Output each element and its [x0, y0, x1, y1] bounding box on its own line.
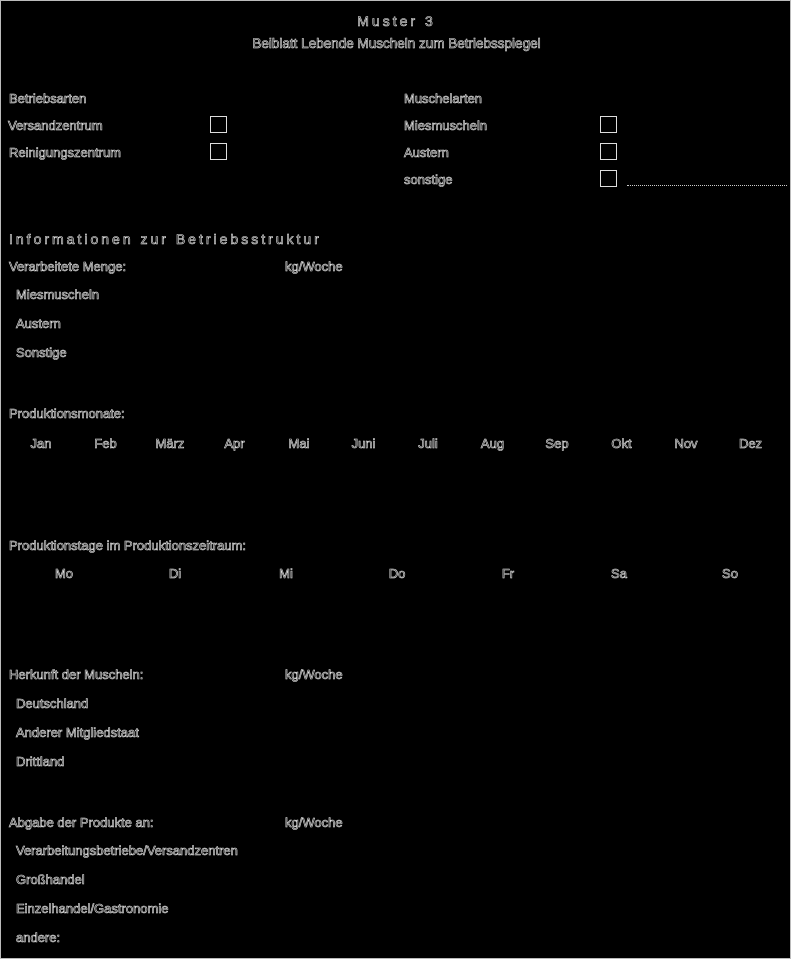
month-okt: Okt — [611, 436, 632, 451]
monate-label: Produktionsmonate: — [9, 406, 125, 421]
day-mi: Mi — [279, 566, 293, 581]
day-fr: Fr — [501, 566, 515, 581]
herkunft-label: Herkunft der Muscheln: — [9, 667, 144, 682]
form-subtitle: Beiblatt Lebende Muscheln zum Betriebsspiegel — [252, 36, 541, 51]
muschelarten-label: Muschelarten — [404, 91, 483, 106]
abgabe-verarbeitung: Verarbeitungsbetriebe/Versandzentren — [16, 843, 238, 858]
abgabe-label: Abgabe der Produkte an: — [9, 815, 154, 830]
day-do: Do — [388, 566, 406, 581]
month-juni: Juni — [351, 436, 376, 451]
abgabe-unit: kg/Woche — [285, 815, 343, 830]
herkunft-deutschland: Deutschland — [16, 696, 89, 711]
option-austern: Austern — [404, 145, 449, 160]
herkunft-mitgliedstaat: Anderer Mitgliedstaat — [16, 725, 139, 740]
menge-austern: Austern — [16, 316, 61, 331]
option-versandzentrum: Versandzentrum — [8, 118, 103, 133]
month-aug: Aug — [480, 436, 505, 451]
form-title: Muster 3 — [357, 13, 436, 29]
month-sep: Sep — [545, 436, 569, 451]
day-mo: Mo — [54, 566, 74, 581]
abgabe-einzelhandel: Einzelhandel/Gastronomie — [16, 901, 169, 916]
day-di: Di — [168, 566, 182, 581]
month-märz: März — [155, 436, 185, 451]
day-sa: Sa — [611, 566, 627, 581]
struktur-heading: Informationen zur Betriebsstruktur — [9, 231, 322, 247]
menge-miesmuscheln: Miesmuscheln — [16, 287, 100, 302]
menge-sonstige: Sonstige — [16, 345, 67, 360]
month-dez: Dez — [738, 436, 763, 451]
herkunft-drittland: Drittland — [16, 754, 65, 769]
month-feb: Feb — [94, 436, 117, 451]
abgabe-andere: andere: — [16, 930, 61, 945]
checkbox-miesmuscheln[interactable] — [600, 116, 617, 133]
option-sonstige: sonstige — [404, 172, 453, 187]
menge-label: Verarbeitete Menge: — [9, 259, 127, 274]
checkbox-sonstige[interactable] — [600, 170, 617, 187]
month-jan: Jan — [30, 436, 52, 451]
tage-label: Produktionstage im Produktionszeitraum: — [9, 538, 247, 553]
abgabe-grosshandel: Großhandel — [16, 872, 85, 887]
menge-unit: kg/Woche — [285, 259, 343, 274]
herkunft-unit: kg/Woche — [285, 667, 343, 682]
month-apr: Apr — [224, 436, 245, 451]
month-juli: Juli — [418, 436, 438, 451]
sonstige-input-line[interactable] — [627, 177, 787, 186]
day-so: So — [722, 566, 738, 581]
checkbox-austern[interactable] — [600, 143, 617, 160]
checkbox-reinigungszentrum[interactable] — [210, 143, 227, 160]
option-miesmuscheln: Miesmuscheln — [404, 118, 488, 133]
month-mai: Mai — [288, 436, 310, 451]
option-reinigungszentrum: Reinigungszentrum — [9, 145, 122, 160]
checkbox-versandzentrum[interactable] — [210, 116, 227, 133]
month-nov: Nov — [674, 436, 698, 451]
betriebsarten-label: Betriebsarten — [9, 91, 87, 106]
